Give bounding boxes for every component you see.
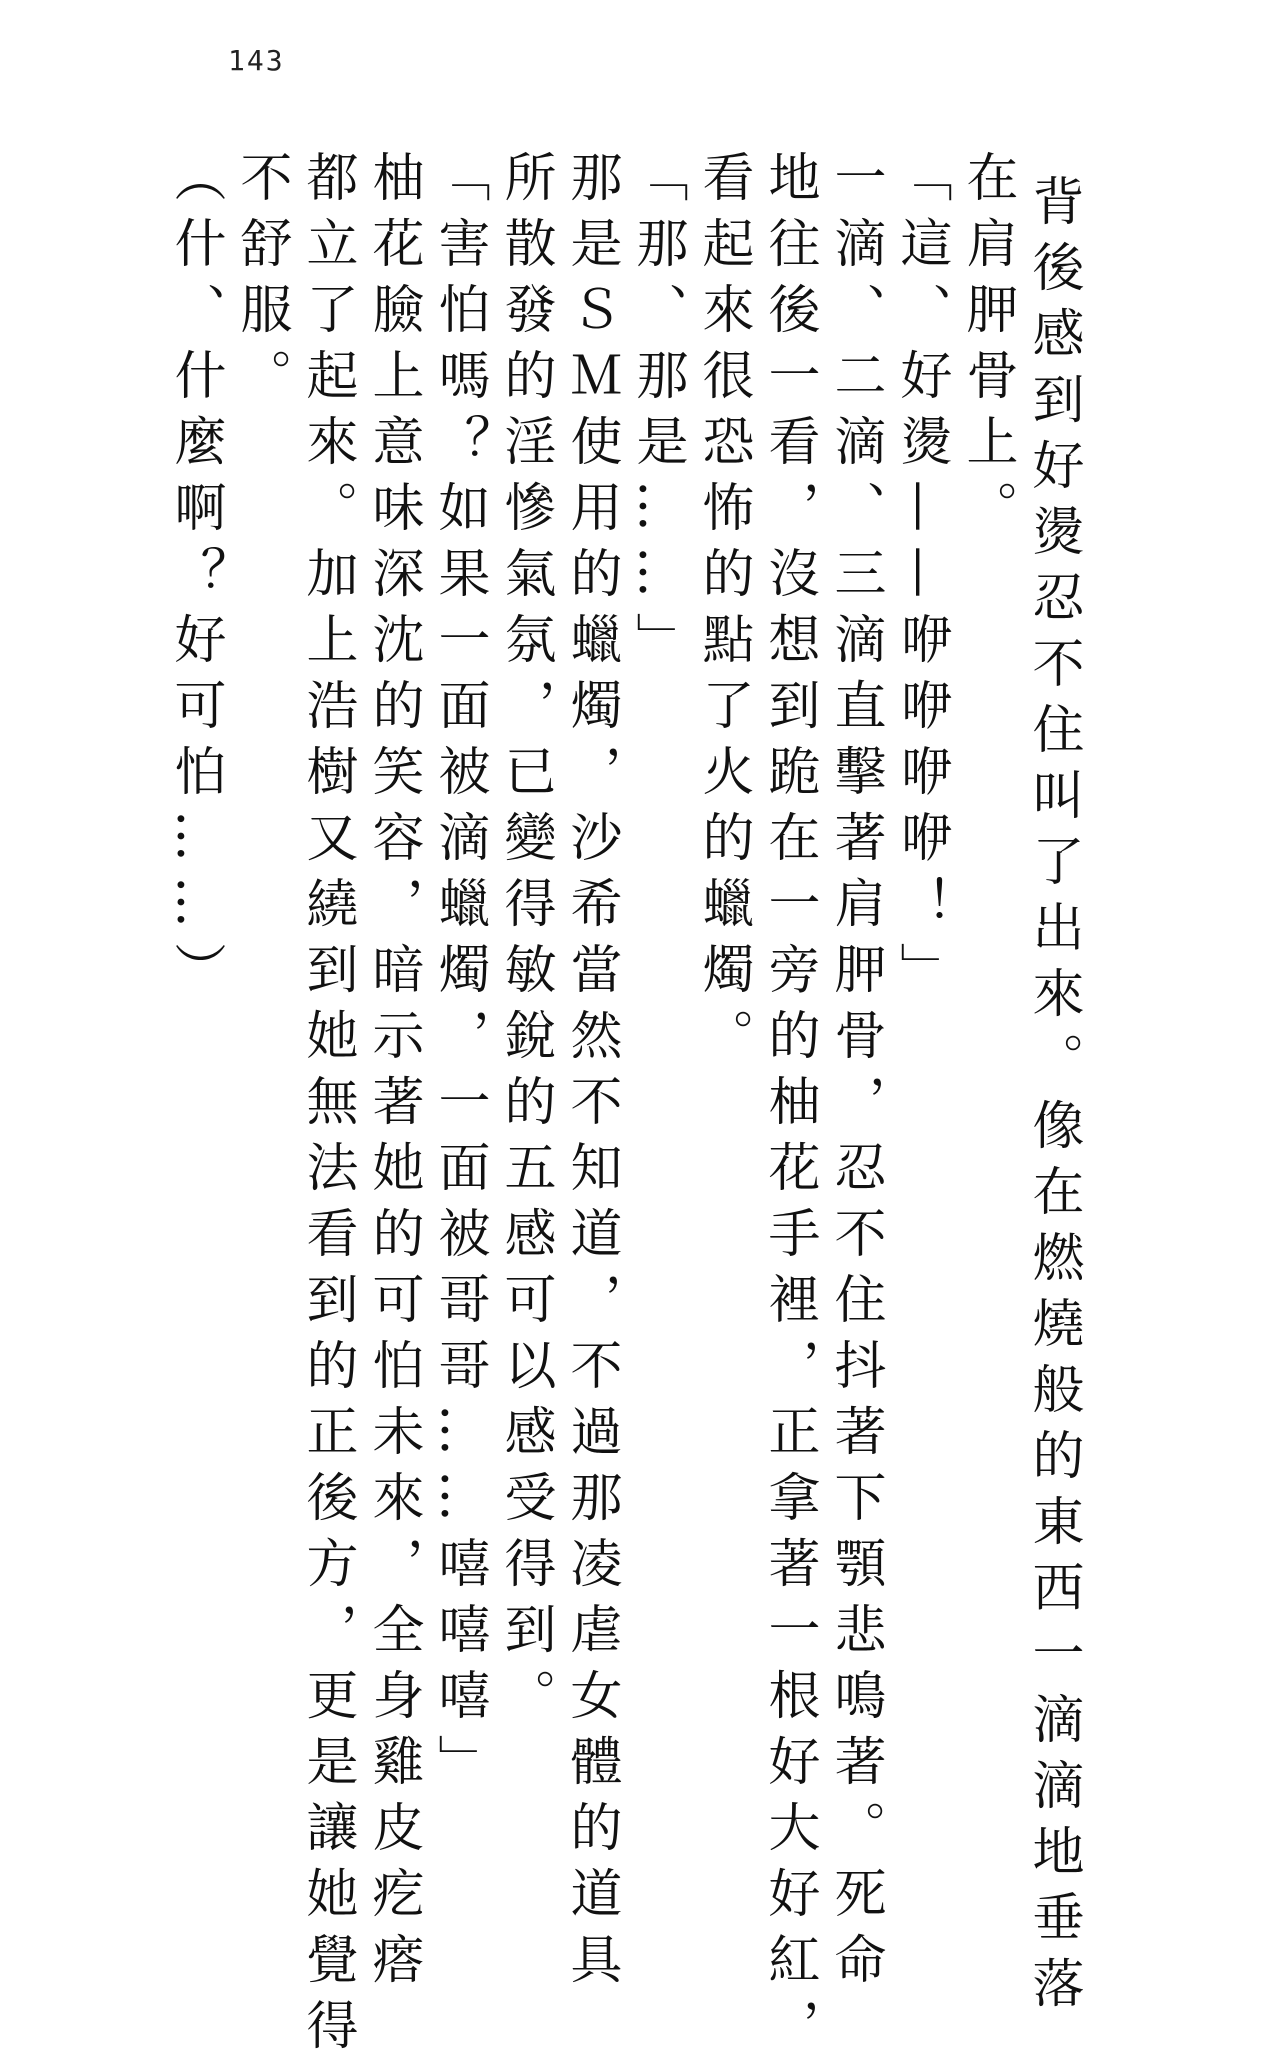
- text-column: 背後感到好燙忍不住叫了出來。像在燃燒般的東西一滴滴地垂落: [1023, 174, 1083, 2022]
- text-column: 「那、那是……」: [627, 150, 687, 678]
- text-column: 一滴、二滴、三滴直擊著肩胛骨，忍不住抖著下顎悲鳴著。死命: [825, 150, 885, 1998]
- text-column: 看起來很恐怖的點了火的蠟燭。: [693, 150, 753, 1074]
- text-column: 「害怕嗎？如果一面被滴蠟燭，一面被哥哥……嘻嘻嘻」: [429, 150, 489, 1800]
- text-column: 所散發的淫慘氣氛，已變得敏銳的五感可以感受得到。: [495, 150, 555, 1734]
- text-column: 「這、好燙——咿咿咿咿！」: [891, 150, 951, 1008]
- vertical-text-body: [162, 150, 1086, 2064]
- text-column: 柚花臉上意味深沈的笑容，暗示著她的可怕未來，全身雞皮疙瘩: [363, 150, 423, 1998]
- text-column: 在肩胛骨上。: [957, 150, 1017, 546]
- page-number: 143: [228, 44, 285, 77]
- text-column: 都立了起來。加上浩樹又繞到她無法看到的正後方，更是讓她覺得: [297, 150, 357, 2064]
- text-column: （什、什麼啊？好可怕……）: [165, 150, 225, 1008]
- text-column: 地往後一看，沒想到跪在一旁的柚花手裡，正拿著一根好大好紅，: [759, 150, 819, 2064]
- text-column: 那是ＳＭ使用的蠟燭，沙希當然不知道，不過那凌虐女體的道具: [561, 150, 621, 1998]
- text-column: 不舒服。: [231, 150, 291, 414]
